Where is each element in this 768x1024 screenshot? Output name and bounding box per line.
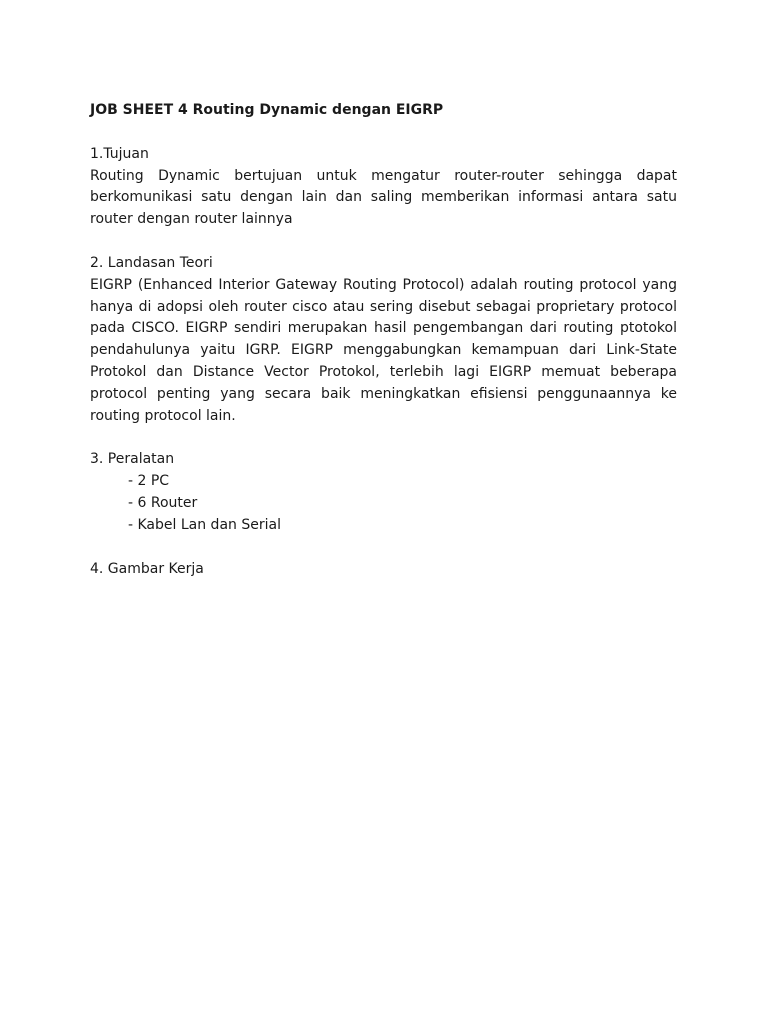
list-item: - 2 PC xyxy=(128,473,170,490)
section-gambar-kerja xyxy=(90,559,677,581)
section-heading-tujuan: 1.Tujuan xyxy=(90,145,149,162)
section-paragraph-tujuan: Routing Dynamic bertujuan untuk mengatur router-router sehingga dapat berkomunikasi satu dengan lain dan saling memberikan informasi antara satu router dengan router lainnya xyxy=(90,167,677,228)
document-title: JOB SHEET 4 Routing Dynamic dengan EIGRP xyxy=(90,102,444,118)
section-tujuan xyxy=(90,144,677,231)
section-landasan-teori xyxy=(90,253,677,427)
section-heading-peralatan: 3. Peralatan xyxy=(90,451,175,468)
document-page xyxy=(90,100,677,602)
list-item: - 6 Router xyxy=(128,494,198,511)
section-paragraph-landasan-teori: EIGRP (Enhanced Interior Gateway Routing Protocol) adalah routing protocol yang hanya di adopsi oleh router cisco atau sering disebut sebagai proprietary protocol pada CISCO. EIGRP sendiri merupakan hasil pengembangan dari routing ptotokol pendahulunya yaitu IGRP. EIGRP menggabungkan kemampuan dari Link-State Protokol dan Distance Vector Protokol, terlebih lagi EIGRP memuat beberapa protocol penting yang secara baik meningkatkan efisiensi penggunaannya ke routing protocol lain. xyxy=(90,276,677,424)
list-item: - Kabel Lan dan Serial xyxy=(128,516,281,533)
section-peralatan xyxy=(90,449,677,536)
section-heading-gambar-kerja: 4. Gambar Kerja xyxy=(90,560,204,577)
equipment-list xyxy=(90,471,677,536)
section-heading-landasan-teori: 2. Landasan Teori xyxy=(90,254,213,271)
